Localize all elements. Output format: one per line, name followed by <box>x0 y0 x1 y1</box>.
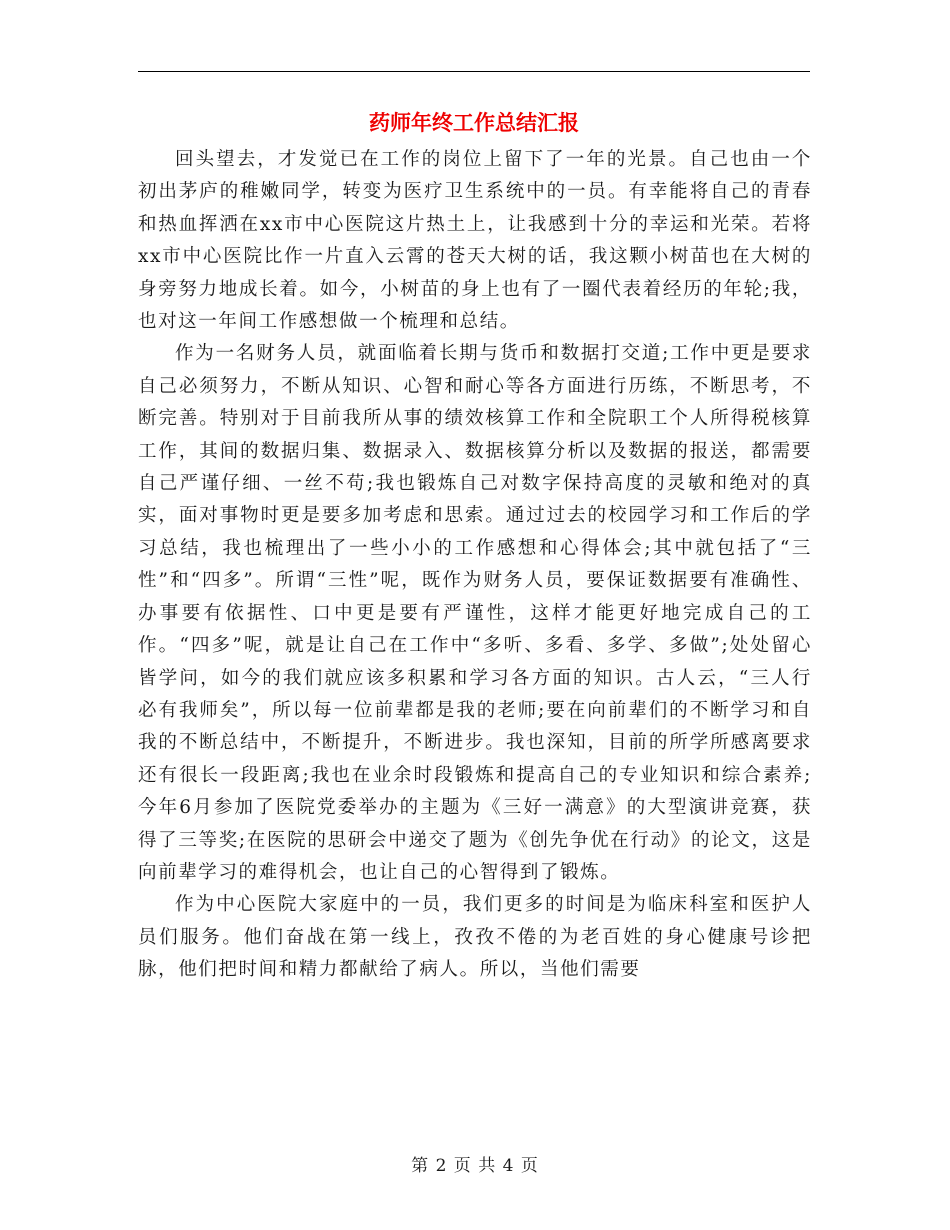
document-body <box>138 144 812 987</box>
paragraph-3: 作为中心医院大家庭中的一员，我们更多的时间是为临床科室和医护人员们服务。他们奋战在第一线上，孜孜不倦的为老百姓的身心健康号诊把脉，他们把时间和精力都献给了病人。所以，当他们需要 <box>138 894 812 981</box>
page-number-footer: 第 2 页 共 4 页 <box>411 1156 539 1176</box>
document-title: 药师年终工作总结汇报 <box>369 111 579 135</box>
header-rule <box>138 71 810 72</box>
paragraph-1: 回头望去，才发觉已在工作的岗位上留下了一年的光景。自己也由一个初出茅庐的稚嫩同学，转变为医疗卫生系统中的一员。有幸能将自己的青春和热血挥洒在xx市中心医院这片热土上，让我感到十分的幸运和光荣。若将xx市中心医院比作一片直入云霄的苍天大树的话，我这颗小树苗也在大树的身旁努力地成长着。如今，小树苗的身上也有了一圈代表着经历的年轮;我，也对这一年间工作感想做一个梳理和总结。 <box>138 149 812 333</box>
paragraph-2: 作为一名财务人员，就面临着长期与货币和数据打交道;工作中更是要求自己必须努力，不断从知识、心智和耐心等各方面进行历练，不断思考，不断完善。特别对于目前我所从事的绩效核算工作和全院职工个人所得税核算工作，其间的数据归集、数据录入、数据核算分析以及数据的报送，都需要自己严谨仔细、一丝不苟;我也锻炼自己对数字保持高度的灵敏和绝对的真实，面对事物时更是要多加考虑和思索。通过过去的校园学习和工作后的学习总结，我也梳理出了一些小小的工作感想和心得体会;其中就包括了“三性”和“四多”。所谓“三性”呢，既作为财务人员，要保证数据要有准确性、办事要有依据性、口中更是要有严谨性，这样才能更好地完成自己的工作。“四多”呢，就是让自己在工作中“多听、多看、多学、多做”;处处留心皆学问，如今的我们就应该多积累和学习各方面的知识。古人云，“三人行必有我师矣”，所以每一位前辈都是我的老师;要在向前辈们的不断学习和自我的不断总结中，不断提升，不断进步。我也深知，目前的所学所感离要求还有很长一段距离;我也在业余时段锻炼和提高自己的专业知识和综合素养;今年6月参加了医院党委举办的主题为《三好一满意》的大型演讲竞赛，获得了三等奖;在医院的思研会中递交了题为《创先争优在行动》的论文，这是向前辈学习的难得机会，也让自己的心智得到了锻炼。 <box>138 343 812 883</box>
